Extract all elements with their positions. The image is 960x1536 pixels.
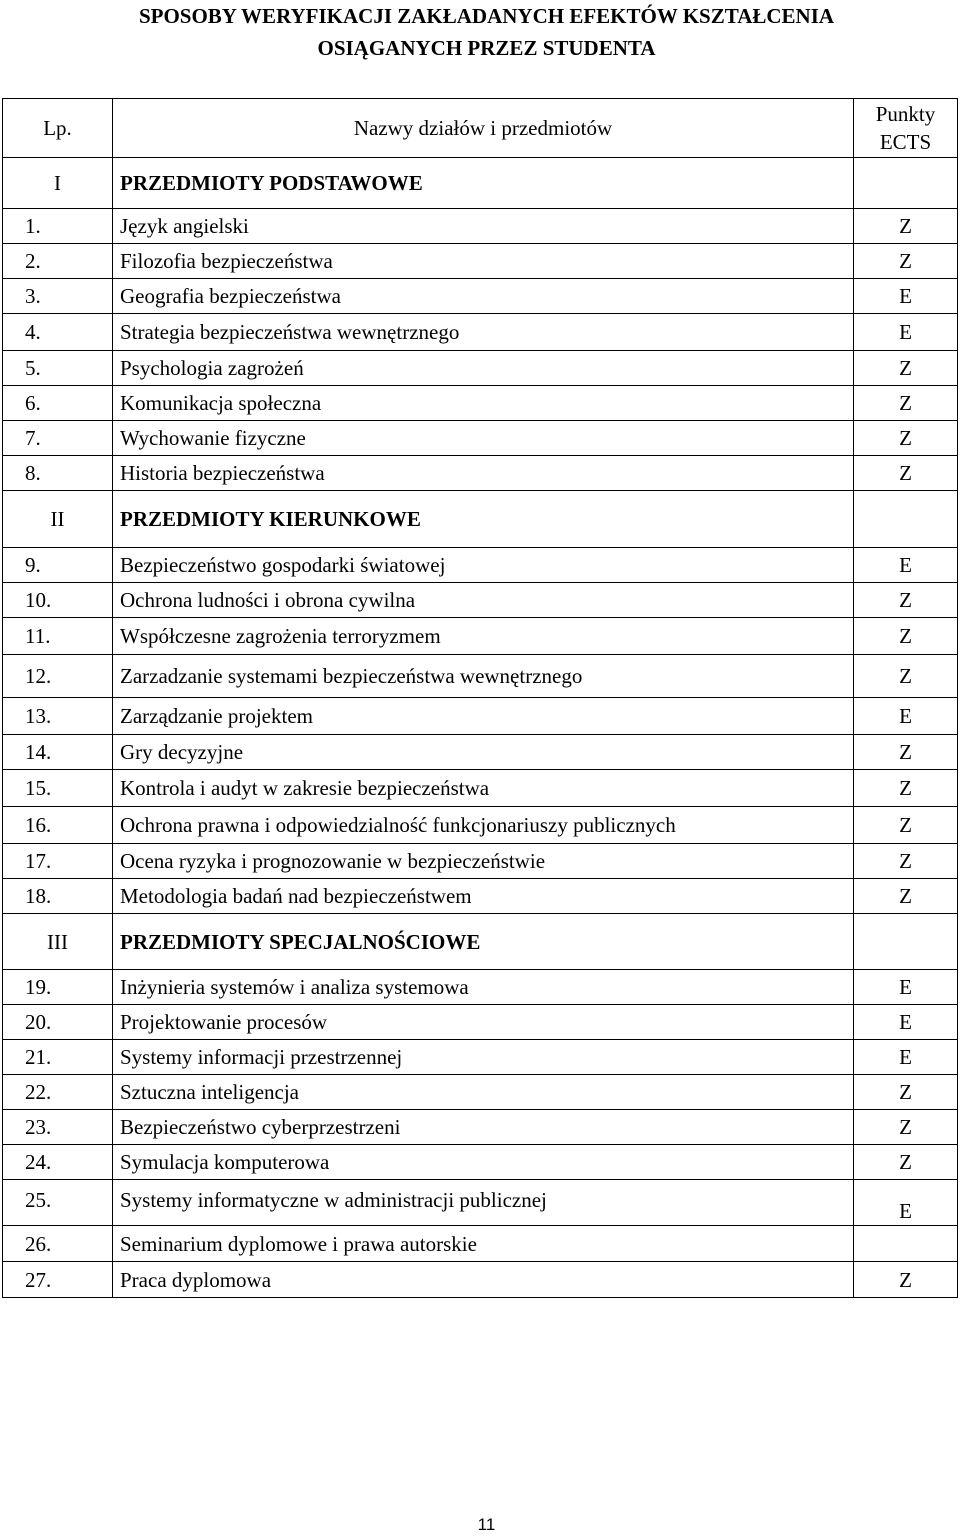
table-row	[3, 456, 958, 491]
row-lp: 2.	[3, 244, 113, 279]
table-row	[3, 844, 958, 879]
section-points	[854, 158, 958, 209]
row-name: Systemy informacji przestrzennej	[113, 1040, 854, 1075]
row-name: Inżynieria systemów i analiza systemowa	[113, 970, 854, 1005]
table-row	[3, 1180, 958, 1226]
row-name: Współczesne zagrożenia terroryzmem	[113, 618, 854, 655]
row-lp: 9.	[3, 548, 113, 583]
table-row	[3, 279, 958, 314]
header-points: Punkty ECTS	[854, 99, 958, 158]
table-row	[3, 548, 958, 583]
row-lp: 21.	[3, 1040, 113, 1075]
table-row	[3, 879, 958, 914]
table-row	[3, 314, 958, 351]
row-points: Z	[854, 1145, 958, 1180]
row-points: Z	[854, 735, 958, 770]
section-number: III	[3, 914, 113, 970]
row-points: E	[854, 314, 958, 351]
table-row	[3, 655, 958, 698]
row-points: Z	[854, 879, 958, 914]
table-row	[3, 244, 958, 279]
row-lp: 15.	[3, 770, 113, 807]
section-points	[854, 491, 958, 548]
row-points: Z	[854, 386, 958, 421]
row-name: Ochrona prawna i odpowiedzialność funkcjonariuszy publicznych	[113, 807, 854, 844]
table-row	[3, 1075, 958, 1110]
row-lp: 6.	[3, 386, 113, 421]
section-title: PRZEDMIOTY PODSTAWOWE	[113, 158, 854, 209]
row-name: Systemy informatyczne w administracji publicznej	[113, 1180, 854, 1226]
row-name: Filozofia bezpieczeństwa	[113, 244, 854, 279]
row-name: Gry decyzyjne	[113, 735, 854, 770]
row-name: Ocena ryzyka i prognozowanie w bezpieczeństwie	[113, 844, 854, 879]
row-lp: 26.	[3, 1226, 113, 1262]
row-lp: 25.	[3, 1180, 113, 1226]
table-row	[3, 1145, 958, 1180]
row-points: E	[854, 698, 958, 735]
table-row	[3, 970, 958, 1005]
row-points: E	[854, 279, 958, 314]
table-row	[3, 1110, 958, 1145]
section-row-3	[3, 914, 958, 970]
table-row	[3, 698, 958, 735]
row-lp: 3.	[3, 279, 113, 314]
row-points: Z	[854, 807, 958, 844]
row-name: Psychologia zagrożeń	[113, 351, 854, 386]
row-lp: 8.	[3, 456, 113, 491]
row-lp: 20.	[3, 1005, 113, 1040]
row-points: E	[854, 1040, 958, 1075]
table-row	[3, 770, 958, 807]
row-name: Seminarium dyplomowe i prawa autorskie	[113, 1226, 854, 1262]
table-row	[3, 807, 958, 844]
row-points: Z	[854, 244, 958, 279]
row-points: Z	[854, 209, 958, 244]
row-lp: 1.	[3, 209, 113, 244]
table-row	[3, 583, 958, 618]
ects-table	[2, 98, 958, 1298]
row-points: Z	[854, 351, 958, 386]
row-lp: 11.	[3, 618, 113, 655]
document-title-line-2: OSIĄGANYCH PRZEZ STUDENTA	[317, 36, 656, 60]
table-row	[3, 1226, 958, 1262]
row-lp: 24.	[3, 1145, 113, 1180]
row-lp: 19.	[3, 970, 113, 1005]
section-number: I	[3, 158, 113, 209]
section-points	[854, 914, 958, 970]
page-number: 11	[477, 1515, 496, 1534]
row-points: Z	[854, 583, 958, 618]
section-row-2	[3, 491, 958, 548]
table-row	[3, 421, 958, 456]
row-lp: 27.	[3, 1262, 113, 1298]
row-name: Komunikacja społeczna	[113, 386, 854, 421]
row-name: Geografia bezpieczeństwa	[113, 279, 854, 314]
row-name: Strategia bezpieczeństwa wewnętrznego	[113, 314, 854, 351]
row-lp: 7.	[3, 421, 113, 456]
table-row	[3, 735, 958, 770]
row-name: Język angielski	[113, 209, 854, 244]
table-row	[3, 209, 958, 244]
table-row	[3, 618, 958, 655]
row-points: Z	[854, 1262, 958, 1298]
row-lp: 5.	[3, 351, 113, 386]
row-name: Historia bezpieczeństwa	[113, 456, 854, 491]
row-lp: 4.	[3, 314, 113, 351]
table-row	[3, 1262, 958, 1298]
table-row	[3, 1040, 958, 1075]
row-points: E	[854, 548, 958, 583]
row-name: Symulacja komputerowa	[113, 1145, 854, 1180]
row-points: Z	[854, 770, 958, 807]
row-lp: 23.	[3, 1110, 113, 1145]
row-lp: 22.	[3, 1075, 113, 1110]
row-points: E	[854, 1180, 958, 1226]
header-lp: Lp.	[3, 99, 113, 158]
section-number: II	[3, 491, 113, 548]
row-points: Z	[854, 456, 958, 491]
row-name: Bezpieczeństwo cyberprzestrzeni	[113, 1110, 854, 1145]
row-name: Praca dyplomowa	[113, 1262, 854, 1298]
row-name: Kontrola i audyt w zakresie bezpieczeństwa	[113, 770, 854, 807]
row-name: Zarządzanie projektem	[113, 698, 854, 735]
row-points: Z	[854, 618, 958, 655]
row-lp: 13.	[3, 698, 113, 735]
row-points: E	[854, 1005, 958, 1040]
row-lp: 16.	[3, 807, 113, 844]
row-points: Z	[854, 655, 958, 698]
row-lp: 14.	[3, 735, 113, 770]
row-lp: 18.	[3, 879, 113, 914]
section-title: PRZEDMIOTY KIERUNKOWE	[113, 491, 854, 548]
document-title-line-1: SPOSOBY WERYFIKACJI ZAKŁADANYCH EFEKTÓW KSZTAŁCENIA	[138, 4, 835, 28]
row-lp: 17.	[3, 844, 113, 879]
row-name: Metodologia badań nad bezpieczeństwem	[113, 879, 854, 914]
row-points: Z	[854, 1075, 958, 1110]
section-title: PRZEDMIOTY SPECJALNOŚCIOWE	[113, 914, 854, 970]
row-name: Wychowanie fizyczne	[113, 421, 854, 456]
row-points: E	[854, 970, 958, 1005]
row-name: Sztuczna inteligencja	[113, 1075, 854, 1110]
row-name: Ochrona ludności i obrona cywilna	[113, 583, 854, 618]
row-name: Projektowanie procesów	[113, 1005, 854, 1040]
row-points	[854, 1226, 958, 1262]
table-row	[3, 1005, 958, 1040]
header-name: Nazwy działów i przedmiotów	[113, 99, 854, 158]
row-points: Z	[854, 844, 958, 879]
row-name: Zarzadzanie systemami bezpieczeństwa wewnętrznego	[113, 655, 854, 698]
row-points: Z	[854, 1110, 958, 1145]
table-row	[3, 386, 958, 421]
table-row	[3, 351, 958, 386]
row-lp: 10.	[3, 583, 113, 618]
table-header-row	[3, 99, 958, 158]
row-points: Z	[854, 421, 958, 456]
row-name: Bezpieczeństwo gospodarki światowej	[113, 548, 854, 583]
row-lp: 12.	[3, 655, 113, 698]
section-row-1	[3, 158, 958, 209]
